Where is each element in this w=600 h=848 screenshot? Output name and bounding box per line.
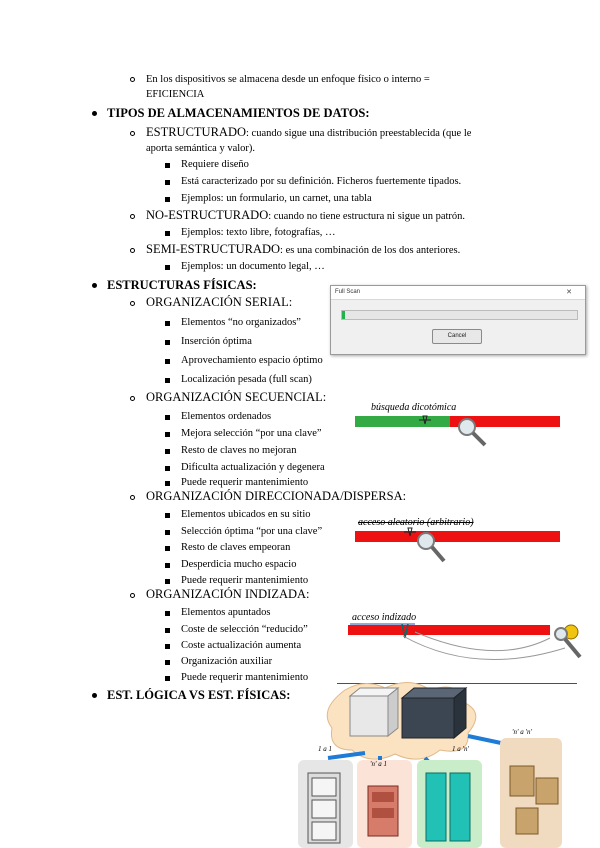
full-scan-dialog [330,285,586,355]
estructurado-desc: : cuando sigue una distribución preestablecida (que le [246,128,472,139]
direccionada-title-line [146,489,406,504]
list-item: Inserción óptima [181,336,252,347]
direccionada-suffix: : [402,489,407,503]
secuencial-title: ORGANIZACIÓN SECUENCIAL [146,390,323,404]
diagram-label-secuencial: búsqueda dicotómica [371,402,457,413]
square-bullet [165,563,170,568]
indizada-diagram [345,612,585,682]
square-bullet [165,579,170,584]
list-item: Puede requerir mantenimiento [181,672,309,683]
progress-fill [342,311,345,319]
list-item: Está caracterizado por su definición. Ficheros fuertemente tipados. [181,176,462,187]
estructurado-title: ESTRUCTURADO [146,125,247,139]
list-item: Elementos “no organizados” [181,317,301,328]
square-bullet [165,265,170,270]
semi-line [146,242,460,258]
list-item: Resto de claves empeoran [181,542,291,553]
no-estructurado-title: NO-ESTRUCTURADO [146,208,269,222]
list-item: Ejemplos: un documento legal, … [181,261,325,272]
semi-title: SEMI-ESTRUCTURADO [146,242,281,256]
circle-bullet [130,131,135,136]
direccionada-title: ORGANIZACIÓN DIRECCIONADA/DISPERSA [146,489,403,503]
magnifier-icon [400,524,450,566]
label-na1: 'n' a 1 [370,760,387,768]
serial-title-line [146,295,292,310]
list-item: Coste actualización aumenta [181,640,302,651]
intro-line-2: EFICIENCIA [146,89,205,100]
label-1an: 1 a 'n' [452,745,469,753]
square-bullet [165,611,170,616]
list-item: Mejora selección “por una clave” [181,428,322,439]
list-item: Selección óptima “por una clave” [181,526,323,537]
square-bullet [165,359,170,364]
list-item: Requiere diseño [181,159,249,170]
circle-bullet [130,77,135,82]
square-bullet [165,432,170,437]
circle-bullet [130,396,135,401]
bullet [92,111,97,116]
indizada-title-line [146,587,310,602]
circle-bullet [130,301,135,306]
progress-bar [341,310,578,320]
serial-suffix: : [288,295,293,309]
square-bullet [165,231,170,236]
square-bullet [165,660,170,665]
square-bullet [165,481,170,486]
bullet [92,283,97,288]
square-bullet [165,340,170,345]
close-icon[interactable]: ✕ [566,288,572,296]
list-item: Ejemplos: texto libre, fotografías, … [181,227,336,238]
cancel-button[interactable]: Cancel [432,329,482,344]
indizada-suffix: : [306,587,310,601]
logica-fisica-illustration [290,678,595,848]
list-item: Desperdicia mucho espacio [181,559,297,570]
label-1a1: 1 a 1 [318,745,332,753]
list-item: Localización pesada (full scan) [181,374,312,385]
list-item: Puede requerir mantenimiento [181,575,309,586]
heading-logica: EST. LÓGICA VS EST. FÍSICAS: [107,688,291,702]
list-item: Coste de selección “reducido” [181,624,308,635]
circle-bullet [130,248,135,253]
label-nan: 'n' a 'n' [512,728,532,736]
list-item: Aprovechamiento espacio óptimo [181,355,323,366]
circle-bullet [130,214,135,219]
list-item: Elementos ordenados [181,411,272,422]
indizada-title: ORGANIZACIÓN INDIZADA [146,587,307,601]
square-bullet [165,644,170,649]
diagram-label-direccionada: acceso aleatorio (arbitrario) [358,517,474,528]
dialog-title: Full Scan [335,289,361,295]
no-estructurado-desc: : cuando no tiene estructura ni sigue un patrón. [268,211,466,222]
semi-desc: : es una combinación de los dos anteriores. [280,245,461,256]
no-estructurado-line [146,208,465,224]
secuencial-suffix: : [322,390,327,404]
list-item: Organización auxiliar [181,656,273,667]
circle-bullet [130,593,135,598]
square-bullet [165,197,170,202]
square-bullet [165,449,170,454]
square-bullet [165,415,170,420]
list-item: Dificulta actualización y degenera [181,462,325,473]
circle-bullet [130,495,135,500]
list-item: Puede requerir mantenimiento [181,477,309,488]
square-bullet [165,321,170,326]
estructurado-line [146,125,471,141]
bullet [92,693,97,698]
heading-fisicas: ESTRUCTURAS FÍSICAS: [107,278,257,292]
square-bullet [165,180,170,185]
square-bullet [165,628,170,633]
magnifier-icon [415,410,490,450]
square-bullet [165,163,170,168]
square-bullet [165,676,170,681]
square-bullet [165,530,170,535]
red-bar [355,531,560,542]
square-bullet [165,513,170,518]
serial-title: ORGANIZACIÓN SERIAL [146,295,289,309]
intro-line-1: En los dispositivos se almacena desde un enfoque físico o interno = [146,74,430,85]
list-item: Elementos ubicados en su sitio [181,509,311,520]
secuencial-title-line [146,390,326,405]
estructurado-desc-2: aporta semántica y valor). [146,143,256,154]
square-bullet [165,546,170,551]
heading-tipos: TIPOS DE ALMACENAMIENTOS DE DATOS: [107,106,370,120]
square-bullet [165,378,170,383]
square-bullet [165,466,170,471]
diagram-label-indizada: acceso indizado [352,612,417,623]
list-item: Resto de claves no mejoran [181,445,297,456]
dialog-titlebar [331,286,585,300]
list-item: Ejemplos: un formulario, un carnet, una tabla [181,193,372,204]
list-item: Elementos apuntados [181,607,271,618]
